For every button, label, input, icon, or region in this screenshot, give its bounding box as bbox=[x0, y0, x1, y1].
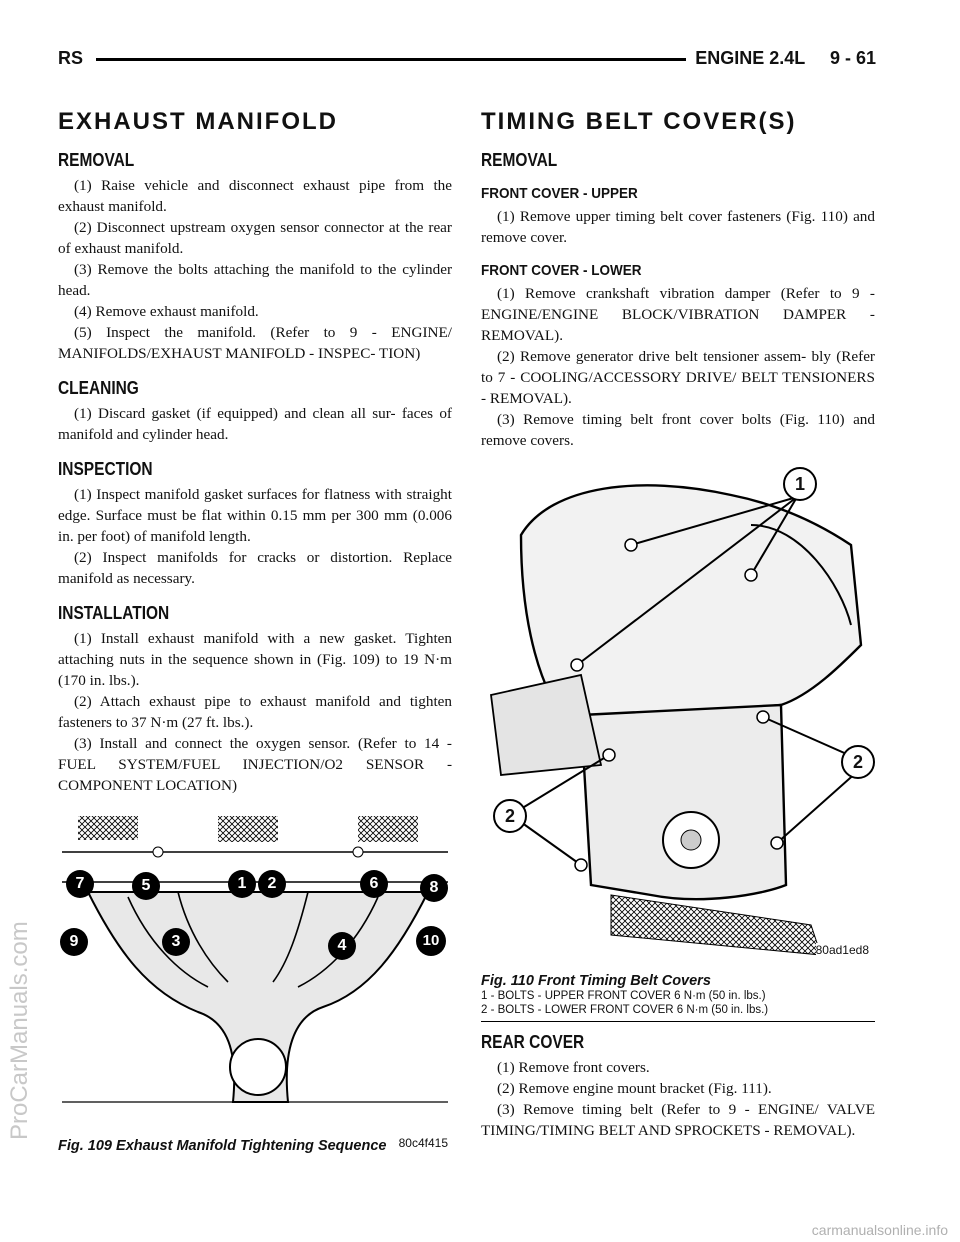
inspection-step: (2) Inspect manifolds for cracks or distortion. Replace manifold as necessary. bbox=[58, 549, 452, 587]
figure-110-caption: Fig. 110 Front Timing Belt Covers bbox=[481, 973, 711, 989]
figure-109 bbox=[58, 812, 452, 1154]
installation-step: (3) Install and connect the oxygen sensor. (Refer to 14 - FUEL SYSTEM/FUEL INJECTION/O2 SENSOR - COMPONENT LOCATION) bbox=[58, 735, 452, 794]
rear-cover-step: (1) Remove front covers. bbox=[497, 1059, 650, 1076]
exhaust-manifold-title: EXHAUST MANIFOLD bbox=[58, 108, 338, 135]
inspection-step: (1) Inspect manifold gasket surfaces for flatness with straight edge. Surface must be flat within 0.15 mm per 300 mm (0.006 in. per foot) of manifold length. bbox=[58, 486, 452, 545]
inspection-heading: INSPECTION bbox=[58, 459, 153, 479]
callout-7: 7 bbox=[66, 870, 94, 898]
callout-2-left: 2 bbox=[493, 799, 527, 833]
callout-2: 2 bbox=[258, 870, 286, 898]
timing-belt-cover-title: TIMING BELT COVER(S) bbox=[481, 108, 797, 135]
figure-rule bbox=[481, 1021, 875, 1022]
left-column bbox=[58, 108, 452, 1154]
rear-cover-step: (2) Remove engine mount bracket (Fig. 111). bbox=[497, 1080, 772, 1097]
removal-step: (4) Remove exhaust manifold. bbox=[74, 303, 259, 320]
callout-2-right: 2 bbox=[841, 745, 875, 779]
removal-step: (5) Inspect the manifold. (Refer to 9 - ENGINE/ MANIFOLDS/EXHAUST MANIFOLD - INSPEC- TION) bbox=[58, 324, 452, 362]
callout-4: 4 bbox=[328, 932, 356, 960]
callout-1: 1 bbox=[783, 467, 817, 501]
cleaning-step: (1) Discard gasket (if equipped) and clean all sur- faces of manifold and cylinder head. bbox=[58, 405, 452, 443]
right-removal-heading: REMOVAL bbox=[481, 150, 558, 170]
front-lower-step: (1) Remove crankshaft vibration damper (Refer to 9 - ENGINE/ENGINE BLOCK/VIBRATION DAMPER - REMOVAL). bbox=[481, 285, 875, 344]
figure-code: 80c4f415 bbox=[398, 1136, 448, 1150]
figure-109-caption: Fig. 109 Exhaust Manifold Tightening Sequence bbox=[58, 1138, 387, 1154]
front-cover-lower-heading: FRONT COVER - LOWER bbox=[481, 262, 642, 279]
callout-3: 3 bbox=[162, 928, 190, 956]
callout-5: 5 bbox=[132, 872, 160, 900]
callout-9: 9 bbox=[60, 928, 88, 956]
installation-heading: INSTALLATION bbox=[58, 603, 170, 623]
header-page-number: ENGINE 2.4L 9 - 61 bbox=[695, 48, 876, 68]
figure-code: 80ad1ed8 bbox=[815, 943, 869, 957]
front-cover-upper-heading: FRONT COVER - UPPER bbox=[481, 185, 638, 202]
page-header bbox=[58, 46, 876, 74]
removal-heading: REMOVAL bbox=[58, 150, 135, 170]
right-column bbox=[481, 108, 875, 1141]
header-rule bbox=[96, 58, 686, 61]
removal-step: (2) Disconnect upstream oxygen sensor connector at the rear of exhaust manifold. bbox=[58, 219, 452, 257]
rear-cover-step: (3) Remove timing belt (Refer to 9 - ENGINE/ VALVE TIMING/TIMING BELT AND SPROCKETS - REMOVAL). bbox=[481, 1101, 875, 1139]
callout-10: 10 bbox=[416, 926, 446, 956]
legend-item: 2 - BOLTS - LOWER FRONT COVER 6 N·m (50 in. lbs.) bbox=[481, 1004, 769, 1016]
side-watermark: ProCarManuals.com bbox=[6, 921, 33, 1140]
cleaning-heading: CLEANING bbox=[58, 378, 139, 398]
callout-6: 6 bbox=[360, 870, 388, 898]
removal-step: (3) Remove the bolts attaching the manifold to the cylinder head. bbox=[58, 261, 452, 299]
bottom-watermark: carmanualsonline.info bbox=[811, 1222, 948, 1238]
timing-belt-cover-illustration bbox=[481, 465, 875, 969]
callout-8: 8 bbox=[420, 874, 448, 902]
legend-item: 1 - BOLTS - UPPER FRONT COVER 6 N·m (50 in. lbs.) bbox=[481, 990, 766, 1002]
front-lower-step: (2) Remove generator drive belt tensioner assem- bly (Refer to 7 - COOLING/ACCESSORY DRIVE/ BELT TENSIONERS - REMOVAL). bbox=[481, 348, 875, 407]
front-lower-step: (3) Remove timing belt front cover bolts (Fig. 110) and remove covers. bbox=[481, 411, 875, 449]
removal-step: (1) Raise vehicle and disconnect exhaust pipe from the exhaust manifold. bbox=[58, 177, 452, 215]
installation-step: (1) Install exhaust manifold with a new gasket. Tighten attaching nuts in the sequence shown in (Fig. 109) to 19 N·m (170 in. lbs.). bbox=[58, 630, 452, 689]
header-section: RS bbox=[58, 48, 84, 68]
rear-cover-heading: REAR COVER bbox=[481, 1032, 585, 1052]
installation-step: (2) Attach exhaust pipe to exhaust manifold and tighten fasteners to 37 N·m (27 ft. lbs.). bbox=[58, 693, 452, 731]
front-upper-step: (1) Remove upper timing belt cover fasteners (Fig. 110) and remove cover. bbox=[481, 208, 875, 246]
exhaust-manifold-illustration bbox=[58, 812, 452, 1134]
figure-110 bbox=[481, 465, 875, 1022]
callout-1: 1 bbox=[228, 870, 256, 898]
